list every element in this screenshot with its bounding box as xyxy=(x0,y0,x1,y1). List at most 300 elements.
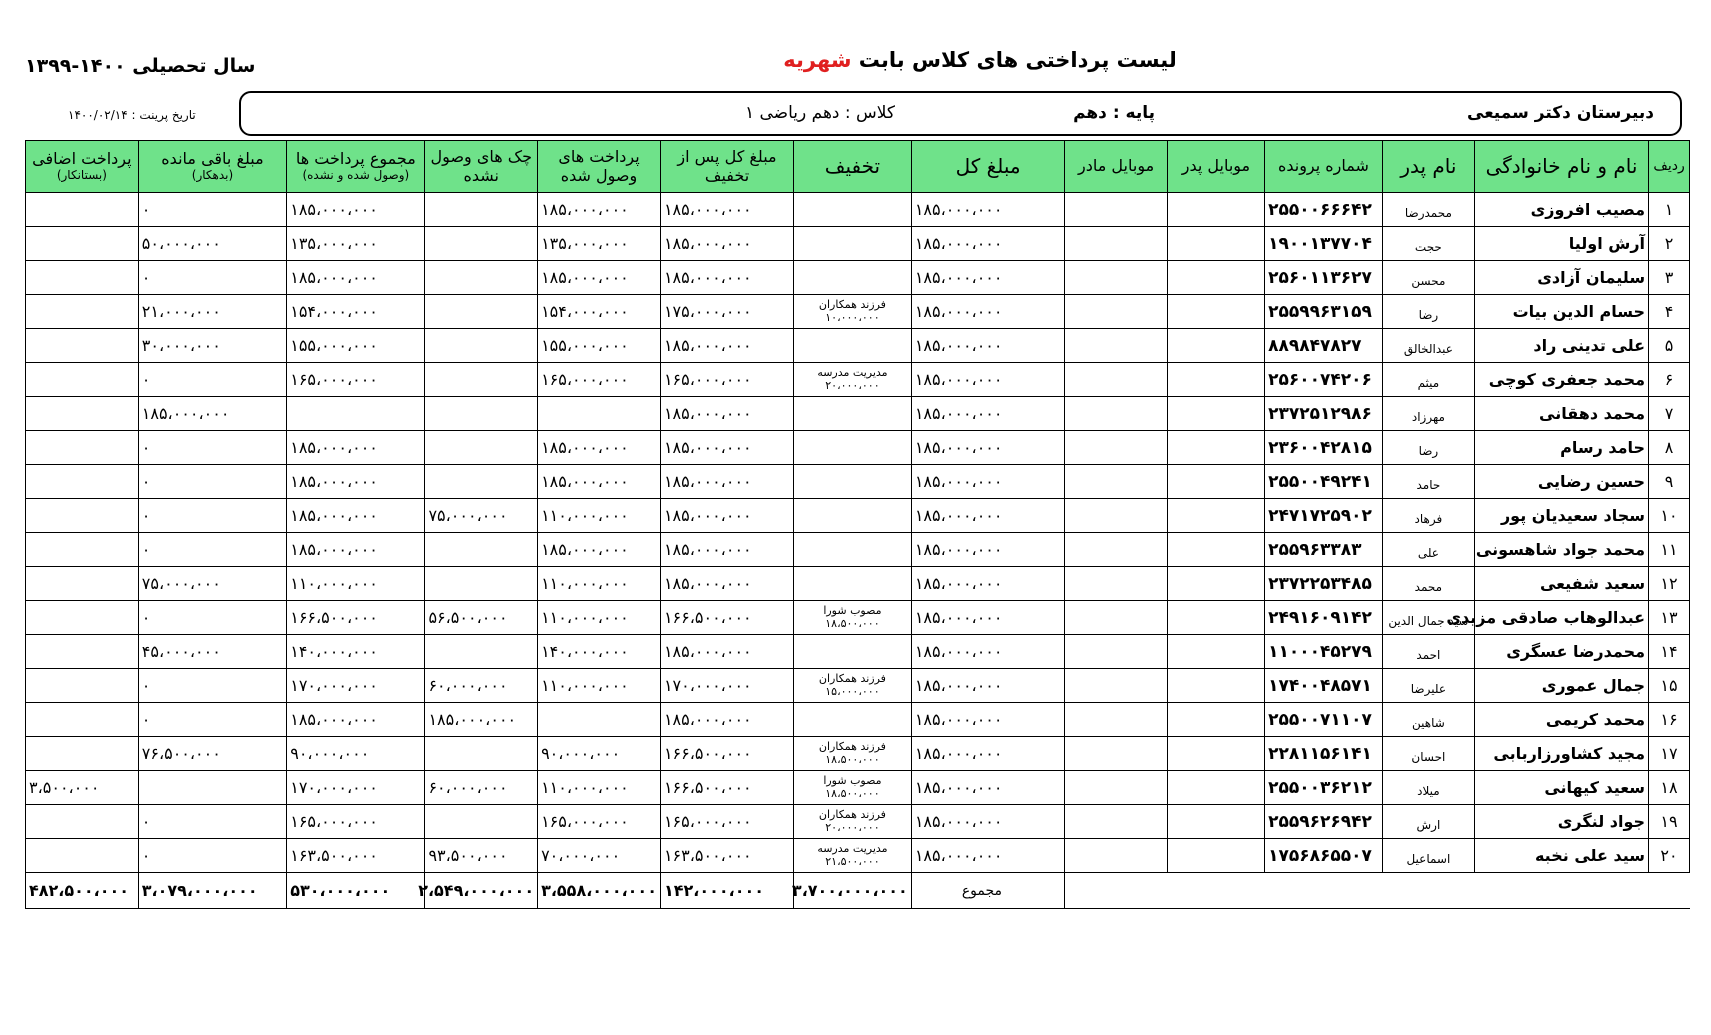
sum-payments-cell: ۱۵۴،۰۰۰،۰۰۰ xyxy=(287,295,425,329)
total-amount-cell: ۱۸۵،۰۰۰،۰۰۰ xyxy=(911,839,1065,873)
remaining-amount-cell: ۰ xyxy=(138,805,286,839)
discount-cell xyxy=(794,669,912,703)
discount-cell xyxy=(794,839,912,873)
mother-mobile-cell xyxy=(1065,499,1167,533)
after-discount-cell: ۱۸۵،۰۰۰،۰۰۰ xyxy=(660,261,793,295)
mother-mobile-cell xyxy=(1065,193,1167,227)
total-amount-cell: ۱۸۵،۰۰۰،۰۰۰ xyxy=(911,465,1065,499)
father-mobile-cell xyxy=(1167,669,1264,703)
discount-amount: ۱۸،۵۰۰،۰۰۰ xyxy=(825,616,880,630)
unpaid-checks-cell xyxy=(425,533,538,567)
student-name-cell: محمدرضا عسگری xyxy=(1474,635,1648,669)
col-name: نام و نام خانوادگی xyxy=(1474,141,1648,193)
paid-amount-cell: ۱۱۰،۰۰۰،۰۰۰ xyxy=(538,669,661,703)
discount-cell xyxy=(794,465,912,499)
file-number-cell: ۲۵۵۰۰۳۶۲۱۲ xyxy=(1265,771,1383,805)
discount-reason: فرزند همکاران xyxy=(818,298,886,312)
total-discount: ۱۴۲،۰۰۰،۰۰۰ xyxy=(660,873,793,909)
student-name-cell: محمد جعفری کوچی xyxy=(1474,363,1648,397)
total-amount-cell: ۱۸۵،۰۰۰،۰۰۰ xyxy=(911,363,1065,397)
after-discount-cell: ۱۸۵،۰۰۰،۰۰۰ xyxy=(660,499,793,533)
file-number-cell: ۲۲۸۱۱۵۶۱۴۱ xyxy=(1265,737,1383,771)
discount-cell xyxy=(794,737,912,771)
student-name-cell: حسین رضایی xyxy=(1474,465,1648,499)
extra-payment-cell xyxy=(26,533,139,567)
unpaid-checks-cell xyxy=(425,329,538,363)
remaining-amount-cell: ۰ xyxy=(138,193,286,227)
sum-payments-cell: ۱۸۵،۰۰۰،۰۰۰ xyxy=(287,533,425,567)
father-name-cell: محسن xyxy=(1382,261,1474,295)
grade-label: پایه : دهم xyxy=(1073,103,1155,123)
after-discount-cell: ۱۸۵،۰۰۰،۰۰۰ xyxy=(660,193,793,227)
after-discount-cell: ۱۶۶،۵۰۰،۰۰۰ xyxy=(660,737,793,771)
total-amount-cell: ۱۸۵،۰۰۰،۰۰۰ xyxy=(911,295,1065,329)
mother-mobile-cell xyxy=(1065,397,1167,431)
table-row xyxy=(26,193,1690,227)
mother-mobile-cell xyxy=(1065,295,1167,329)
father-name-cell: احسان xyxy=(1382,737,1474,771)
sum-payments-cell: ۱۸۵،۰۰۰،۰۰۰ xyxy=(287,465,425,499)
father-name-cell: سید جمال الدین xyxy=(1382,601,1474,635)
discount-cell xyxy=(794,329,912,363)
col-paid: پرداخت های وصول شده xyxy=(538,141,661,193)
extra-payment-cell xyxy=(26,329,139,363)
father-mobile-cell xyxy=(1167,567,1264,601)
totals-row xyxy=(26,873,1690,909)
remaining-amount-cell: ۰ xyxy=(138,703,286,737)
discount-cell xyxy=(794,397,912,431)
after-discount-cell: ۱۶۶،۵۰۰،۰۰۰ xyxy=(660,601,793,635)
table-row xyxy=(26,771,1690,805)
total-remaining: ۴۸۲،۵۰۰،۰۰۰ xyxy=(26,873,139,909)
student-name-cell: جواد لنگری xyxy=(1474,805,1648,839)
paid-amount-cell: ۱۱۰،۰۰۰،۰۰۰ xyxy=(538,499,661,533)
discount-amount: ۱۰،۰۰۰،۰۰۰ xyxy=(825,310,880,324)
paid-amount-cell: ۱۸۵،۰۰۰،۰۰۰ xyxy=(538,533,661,567)
after-discount-cell: ۱۸۵،۰۰۰،۰۰۰ xyxy=(660,397,793,431)
extra-payment-cell xyxy=(26,397,139,431)
discount-cell xyxy=(794,193,912,227)
row-number-cell: ۱۰ xyxy=(1649,499,1690,533)
extra-payment-cell xyxy=(26,567,139,601)
title-highlight: شهریه xyxy=(783,48,852,72)
total-amount-cell: ۱۸۵،۰۰۰،۰۰۰ xyxy=(911,397,1065,431)
father-name-cell: میثم xyxy=(1382,363,1474,397)
sum-payments-cell: ۱۶۳،۵۰۰،۰۰۰ xyxy=(287,839,425,873)
unpaid-checks-cell xyxy=(425,261,538,295)
academic-year: سال تحصیلی ۱۴۰۰-۱۳۹۹ xyxy=(25,55,256,77)
total-amount-cell: ۱۸۵،۰۰۰،۰۰۰ xyxy=(911,261,1065,295)
totals-spacer xyxy=(1065,873,1690,909)
paid-amount-cell: ۱۶۵،۰۰۰،۰۰۰ xyxy=(538,363,661,397)
mother-mobile-cell xyxy=(1065,261,1167,295)
row-number-cell: ۲۰ xyxy=(1649,839,1690,873)
discount-cell xyxy=(794,533,912,567)
discount-reason: مصوب شورا xyxy=(823,604,882,618)
after-discount-cell: ۱۸۵،۰۰۰،۰۰۰ xyxy=(660,533,793,567)
mother-mobile-cell xyxy=(1065,567,1167,601)
father-mobile-cell xyxy=(1167,499,1264,533)
remaining-amount-cell: ۰ xyxy=(138,669,286,703)
after-discount-cell: ۱۸۵،۰۰۰،۰۰۰ xyxy=(660,227,793,261)
father-mobile-cell xyxy=(1167,703,1264,737)
col-mother-mobile: موبایل مادر xyxy=(1065,141,1167,193)
col-remaining-label: مبلغ باقی مانده xyxy=(161,149,264,169)
father-mobile-cell xyxy=(1167,431,1264,465)
col-row: ردیف xyxy=(1649,141,1690,193)
remaining-amount-cell: ۱۸۵،۰۰۰،۰۰۰ xyxy=(138,397,286,431)
total-amount-cell: ۱۸۵،۰۰۰،۰۰۰ xyxy=(911,533,1065,567)
file-number-cell: ۲۵۵۰۰۷۱۱۰۷ xyxy=(1265,703,1383,737)
total-amount-cell: ۱۸۵،۰۰۰،۰۰۰ xyxy=(911,601,1065,635)
mother-mobile-cell xyxy=(1065,635,1167,669)
mother-mobile-cell xyxy=(1065,669,1167,703)
paid-amount-cell: ۱۶۵،۰۰۰،۰۰۰ xyxy=(538,805,661,839)
total-amount-cell: ۱۸۵،۰۰۰،۰۰۰ xyxy=(911,771,1065,805)
file-number-cell: ۲۴۹۱۶۰۹۱۴۲ xyxy=(1265,601,1383,635)
row-number-cell: ۷ xyxy=(1649,397,1690,431)
after-discount-cell: ۱۸۵،۰۰۰،۰۰۰ xyxy=(660,329,793,363)
file-number-cell: ۱۱۰۰۰۴۵۲۷۹ xyxy=(1265,635,1383,669)
total-sum-payments: ۳،۰۷۹،۰۰۰،۰۰۰ xyxy=(138,873,286,909)
paid-amount-cell: ۱۸۵،۰۰۰،۰۰۰ xyxy=(538,193,661,227)
table-row xyxy=(26,635,1690,669)
father-mobile-cell xyxy=(1167,805,1264,839)
after-discount-cell: ۱۷۰،۰۰۰،۰۰۰ xyxy=(660,669,793,703)
discount-cell xyxy=(794,499,912,533)
discount-reason: مدیریت مدرسه xyxy=(817,366,888,380)
discount-amount: ۲۰،۰۰۰،۰۰۰ xyxy=(825,378,880,392)
sum-payments-cell: ۱۷۰،۰۰۰،۰۰۰ xyxy=(287,771,425,805)
table-row xyxy=(26,227,1690,261)
student-name-cell: سعید شفیعی xyxy=(1474,567,1648,601)
row-number-cell: ۱۶ xyxy=(1649,703,1690,737)
discount-amount: ۱۵،۰۰۰،۰۰۰ xyxy=(825,684,880,698)
remaining-amount-cell: ۰ xyxy=(138,839,286,873)
mother-mobile-cell xyxy=(1065,737,1167,771)
after-discount-cell: ۱۶۵،۰۰۰،۰۰۰ xyxy=(660,805,793,839)
father-name-cell: حامد xyxy=(1382,465,1474,499)
file-number-cell: ۲۵۶۰۰۷۴۲۰۶ xyxy=(1265,363,1383,397)
col-sum-payments-sub: (وصول شده و نشده) xyxy=(302,167,410,182)
sum-payments-cell: ۱۱۰،۰۰۰،۰۰۰ xyxy=(287,567,425,601)
row-number-cell: ۱ xyxy=(1649,193,1690,227)
sum-payments-cell: ۹۰،۰۰۰،۰۰۰ xyxy=(287,737,425,771)
remaining-amount-cell: ۰ xyxy=(138,363,286,397)
table-row xyxy=(26,499,1690,533)
sum-payments-cell: ۱۴۰،۰۰۰،۰۰۰ xyxy=(287,635,425,669)
row-number-cell: ۱۱ xyxy=(1649,533,1690,567)
father-mobile-cell xyxy=(1167,465,1264,499)
extra-payment-cell xyxy=(26,295,139,329)
father-name-cell: حجت xyxy=(1382,227,1474,261)
paid-amount-cell: ۷۰،۰۰۰،۰۰۰ xyxy=(538,839,661,873)
father-mobile-cell xyxy=(1167,635,1264,669)
discount-reason: فرزند همکاران xyxy=(818,672,886,686)
total-amount-cell: ۱۸۵،۰۰۰،۰۰۰ xyxy=(911,635,1065,669)
remaining-amount-cell: ۲۱،۰۰۰،۰۰۰ xyxy=(138,295,286,329)
page-title xyxy=(620,48,1340,72)
father-mobile-cell xyxy=(1167,295,1264,329)
remaining-amount-cell: ۰ xyxy=(138,431,286,465)
paid-amount-cell: ۱۸۵،۰۰۰،۰۰۰ xyxy=(538,465,661,499)
discount-cell xyxy=(794,363,912,397)
table-row xyxy=(26,329,1690,363)
discount-cell xyxy=(794,295,912,329)
father-name-cell: محمد xyxy=(1382,567,1474,601)
extra-payment-cell xyxy=(26,261,139,295)
total-sum: ۳،۷۰۰،۰۰۰،۰۰۰ xyxy=(794,873,912,909)
file-number-cell: ۸۸۹۸۴۷۸۲۷ xyxy=(1265,329,1383,363)
table-row xyxy=(26,465,1690,499)
remaining-amount-cell: ۰ xyxy=(138,261,286,295)
unpaid-checks-cell: ۹۳،۵۰۰،۰۰۰ xyxy=(425,839,538,873)
unpaid-checks-cell xyxy=(425,431,538,465)
mother-mobile-cell xyxy=(1065,601,1167,635)
unpaid-checks-cell xyxy=(425,193,538,227)
remaining-amount-cell: ۷۵،۰۰۰،۰۰۰ xyxy=(138,567,286,601)
discount-cell xyxy=(794,805,912,839)
remaining-amount-cell: ۰ xyxy=(138,533,286,567)
paid-amount-cell: ۱۸۵،۰۰۰،۰۰۰ xyxy=(538,431,661,465)
table-row xyxy=(26,295,1690,329)
after-discount-cell: ۱۸۵،۰۰۰،۰۰۰ xyxy=(660,567,793,601)
col-remaining xyxy=(138,141,286,193)
extra-payment-cell xyxy=(26,363,139,397)
father-mobile-cell xyxy=(1167,397,1264,431)
remaining-amount-cell xyxy=(138,771,286,805)
col-remaining-sub: (بدهکار) xyxy=(191,167,234,182)
extra-payment-cell xyxy=(26,465,139,499)
paid-amount-cell: ۱۱۰،۰۰۰،۰۰۰ xyxy=(538,771,661,805)
father-mobile-cell xyxy=(1167,601,1264,635)
school-name: دبیرستان دکتر سمیعی xyxy=(1467,103,1654,123)
remaining-amount-cell: ۰ xyxy=(138,601,286,635)
discount-amount: ۱۸،۵۰۰،۰۰۰ xyxy=(825,786,880,800)
total-amount-cell: ۱۸۵،۰۰۰،۰۰۰ xyxy=(911,703,1065,737)
extra-payment-cell xyxy=(26,193,139,227)
file-number-cell: ۱۷۴۰۰۴۸۵۷۱ xyxy=(1265,669,1383,703)
unpaid-checks-cell xyxy=(425,227,538,261)
after-discount-cell: ۱۶۵،۰۰۰،۰۰۰ xyxy=(660,363,793,397)
file-number-cell: ۲۳۷۲۵۱۲۹۸۶ xyxy=(1265,397,1383,431)
print-date: تاریخ پرینت : ۱۴۰۰/۰۲/۱۴ xyxy=(68,108,196,122)
student-name-cell: آرش اولیا xyxy=(1474,227,1648,261)
father-mobile-cell xyxy=(1167,261,1264,295)
mother-mobile-cell xyxy=(1065,533,1167,567)
file-number-cell: ۱۹۰۰۱۳۷۷۰۴ xyxy=(1265,227,1383,261)
father-name-cell: رضا xyxy=(1382,431,1474,465)
student-name-cell: مصیب افروزی xyxy=(1474,193,1648,227)
extra-payment-cell xyxy=(26,703,139,737)
row-number-cell: ۱۳ xyxy=(1649,601,1690,635)
header-row xyxy=(26,141,1690,193)
father-name-cell: مهرزاد xyxy=(1382,397,1474,431)
father-mobile-cell xyxy=(1167,771,1264,805)
total-amount-cell: ۱۸۵،۰۰۰،۰۰۰ xyxy=(911,499,1065,533)
remaining-amount-cell: ۰ xyxy=(138,465,286,499)
father-name-cell: محمدرضا xyxy=(1382,193,1474,227)
total-amount-cell: ۱۸۵،۰۰۰،۰۰۰ xyxy=(911,567,1065,601)
col-after-discount: مبلغ کل پس از تخفیف xyxy=(660,141,793,193)
sum-payments-cell: ۱۶۵،۰۰۰،۰۰۰ xyxy=(287,805,425,839)
father-name-cell: شاهین xyxy=(1382,703,1474,737)
student-name-cell: محمد کریمی xyxy=(1474,703,1648,737)
discount-reason: فرزند همکاران xyxy=(818,808,886,822)
father-name-cell: علیرضا xyxy=(1382,669,1474,703)
unpaid-checks-cell: ۱۸۵،۰۰۰،۰۰۰ xyxy=(425,703,538,737)
sum-payments-cell: ۱۸۵،۰۰۰،۰۰۰ xyxy=(287,193,425,227)
extra-payment-cell xyxy=(26,805,139,839)
row-number-cell: ۶ xyxy=(1649,363,1690,397)
after-discount-cell: ۱۸۵،۰۰۰،۰۰۰ xyxy=(660,465,793,499)
student-name-cell: محمد جواد شاهسونی xyxy=(1474,533,1648,567)
extra-payment-cell xyxy=(26,601,139,635)
mother-mobile-cell xyxy=(1065,329,1167,363)
extra-payment-cell xyxy=(26,499,139,533)
total-amount-cell: ۱۸۵،۰۰۰،۰۰۰ xyxy=(911,193,1065,227)
discount-reason: مدیریت مدرسه xyxy=(817,842,888,856)
paid-amount-cell: ۹۰،۰۰۰،۰۰۰ xyxy=(538,737,661,771)
file-number-cell: ۲۳۷۲۲۵۳۴۸۵ xyxy=(1265,567,1383,601)
after-discount-cell: ۱۸۵،۰۰۰،۰۰۰ xyxy=(660,635,793,669)
file-number-cell: ۲۵۵۹۶۲۶۹۴۲ xyxy=(1265,805,1383,839)
unpaid-checks-cell xyxy=(425,737,538,771)
discount-amount: ۲۱،۵۰۰،۰۰۰ xyxy=(825,854,880,868)
father-name-cell: احمد xyxy=(1382,635,1474,669)
sum-payments-cell: ۱۸۵،۰۰۰،۰۰۰ xyxy=(287,431,425,465)
total-amount-cell: ۱۸۵،۰۰۰،۰۰۰ xyxy=(911,737,1065,771)
col-extra xyxy=(26,141,139,193)
father-mobile-cell xyxy=(1167,737,1264,771)
discount-cell xyxy=(794,567,912,601)
col-extra-sub: (بستانکار) xyxy=(56,167,107,182)
row-number-cell: ۱۴ xyxy=(1649,635,1690,669)
table-row xyxy=(26,567,1690,601)
col-sum-payments xyxy=(287,141,425,193)
father-name-cell: عبدالخالق xyxy=(1382,329,1474,363)
table-row xyxy=(26,363,1690,397)
student-name-cell: سید علی نخبه xyxy=(1474,839,1648,873)
sum-payments-cell: ۱۸۵،۰۰۰،۰۰۰ xyxy=(287,499,425,533)
after-discount-cell: ۱۶۶،۵۰۰،۰۰۰ xyxy=(660,771,793,805)
row-number-cell: ۱۹ xyxy=(1649,805,1690,839)
father-name-cell: ارش xyxy=(1382,805,1474,839)
row-number-cell: ۴ xyxy=(1649,295,1690,329)
table-row xyxy=(26,839,1690,873)
mother-mobile-cell xyxy=(1065,805,1167,839)
after-discount-cell: ۱۸۵،۰۰۰،۰۰۰ xyxy=(660,703,793,737)
extra-payment-cell xyxy=(26,635,139,669)
student-name-cell: جمال عموری xyxy=(1474,669,1648,703)
table-row xyxy=(26,431,1690,465)
unpaid-checks-cell: ۷۵،۰۰۰،۰۰۰ xyxy=(425,499,538,533)
unpaid-checks-cell: ۶۰،۰۰۰،۰۰۰ xyxy=(425,771,538,805)
payments-table xyxy=(25,140,1690,909)
father-name-cell: علی xyxy=(1382,533,1474,567)
discount-cell xyxy=(794,431,912,465)
discount-cell xyxy=(794,227,912,261)
row-number-cell: ۳ xyxy=(1649,261,1690,295)
student-name-cell: سلیمان آزادی xyxy=(1474,261,1648,295)
table-row xyxy=(26,261,1690,295)
discount-cell xyxy=(794,635,912,669)
paid-amount-cell: ۱۱۰،۰۰۰،۰۰۰ xyxy=(538,567,661,601)
sum-payments-cell: ۱۸۵،۰۰۰،۰۰۰ xyxy=(287,703,425,737)
mother-mobile-cell xyxy=(1065,703,1167,737)
father-name-cell: رضا xyxy=(1382,295,1474,329)
mother-mobile-cell xyxy=(1065,771,1167,805)
mother-mobile-cell xyxy=(1065,363,1167,397)
remaining-amount-cell: ۳۰،۰۰۰،۰۰۰ xyxy=(138,329,286,363)
sum-payments-cell: ۱۶۶،۵۰۰،۰۰۰ xyxy=(287,601,425,635)
father-mobile-cell xyxy=(1167,363,1264,397)
remaining-amount-cell: ۴۵،۰۰۰،۰۰۰ xyxy=(138,635,286,669)
unpaid-checks-cell: ۶۰،۰۰۰،۰۰۰ xyxy=(425,669,538,703)
discount-cell xyxy=(794,703,912,737)
after-discount-cell: ۱۸۵،۰۰۰،۰۰۰ xyxy=(660,431,793,465)
discount-amount: ۱۸،۵۰۰،۰۰۰ xyxy=(825,752,880,766)
father-mobile-cell xyxy=(1167,839,1264,873)
row-number-cell: ۹ xyxy=(1649,465,1690,499)
row-number-cell: ۱۸ xyxy=(1649,771,1690,805)
sum-payments-cell: ۱۷۰،۰۰۰،۰۰۰ xyxy=(287,669,425,703)
discount-cell xyxy=(794,771,912,805)
student-name-cell: علی تدینی راد xyxy=(1474,329,1648,363)
total-paid: ۲،۵۴۹،۰۰۰،۰۰۰ xyxy=(425,873,538,909)
file-number-cell: ۲۴۷۱۷۲۵۹۰۲ xyxy=(1265,499,1383,533)
file-number-cell: ۱۷۵۶۸۶۵۵۰۷ xyxy=(1265,839,1383,873)
unpaid-checks-cell xyxy=(425,635,538,669)
total-amount-cell: ۱۸۵،۰۰۰،۰۰۰ xyxy=(911,431,1065,465)
unpaid-checks-cell xyxy=(425,295,538,329)
table-row xyxy=(26,805,1690,839)
unpaid-checks-cell xyxy=(425,397,538,431)
sum-payments-cell: ۱۸۵،۰۰۰،۰۰۰ xyxy=(287,261,425,295)
student-name-cell: مجید کشاورزاربابی xyxy=(1474,737,1648,771)
row-number-cell: ۱۷ xyxy=(1649,737,1690,771)
student-name-cell: حسام الدین بیات xyxy=(1474,295,1648,329)
unpaid-checks-cell xyxy=(425,363,538,397)
extra-payment-cell xyxy=(26,669,139,703)
father-mobile-cell xyxy=(1167,193,1264,227)
unpaid-checks-cell: ۵۶،۵۰۰،۰۰۰ xyxy=(425,601,538,635)
student-name-cell: سعید کیهانی xyxy=(1474,771,1648,805)
discount-reason: مصوب شورا xyxy=(823,774,882,788)
total-amount-cell: ۱۸۵،۰۰۰،۰۰۰ xyxy=(911,329,1065,363)
total-amount-cell: ۱۸۵،۰۰۰،۰۰۰ xyxy=(911,805,1065,839)
table-row xyxy=(26,703,1690,737)
father-name-cell: میلاد xyxy=(1382,771,1474,805)
info-box xyxy=(239,91,1682,136)
student-name-cell: سجاد سعیدیان پور xyxy=(1474,499,1648,533)
extra-payment-cell: ۳،۵۰۰،۰۰۰ xyxy=(26,771,139,805)
table-row xyxy=(26,669,1690,703)
sum-payments-cell: ۱۶۵،۰۰۰،۰۰۰ xyxy=(287,363,425,397)
total-amount-cell: ۱۸۵،۰۰۰،۰۰۰ xyxy=(911,227,1065,261)
after-discount-cell: ۱۶۳،۵۰۰،۰۰۰ xyxy=(660,839,793,873)
student-name-cell: عبدالوهاب صادقی مزیدی xyxy=(1474,601,1648,635)
unpaid-checks-cell xyxy=(425,805,538,839)
paid-amount-cell: ۱۸۵،۰۰۰،۰۰۰ xyxy=(538,261,661,295)
title-main: لیست پرداختی های کلاس بابت xyxy=(851,48,1177,72)
remaining-amount-cell: ۰ xyxy=(138,499,286,533)
total-checks: ۵۳۰،۰۰۰،۰۰۰ xyxy=(287,873,425,909)
col-extra-label: پرداخت اضافی xyxy=(32,149,132,169)
mother-mobile-cell xyxy=(1065,431,1167,465)
remaining-amount-cell: ۵۰،۰۰۰،۰۰۰ xyxy=(138,227,286,261)
mother-mobile-cell xyxy=(1065,227,1167,261)
